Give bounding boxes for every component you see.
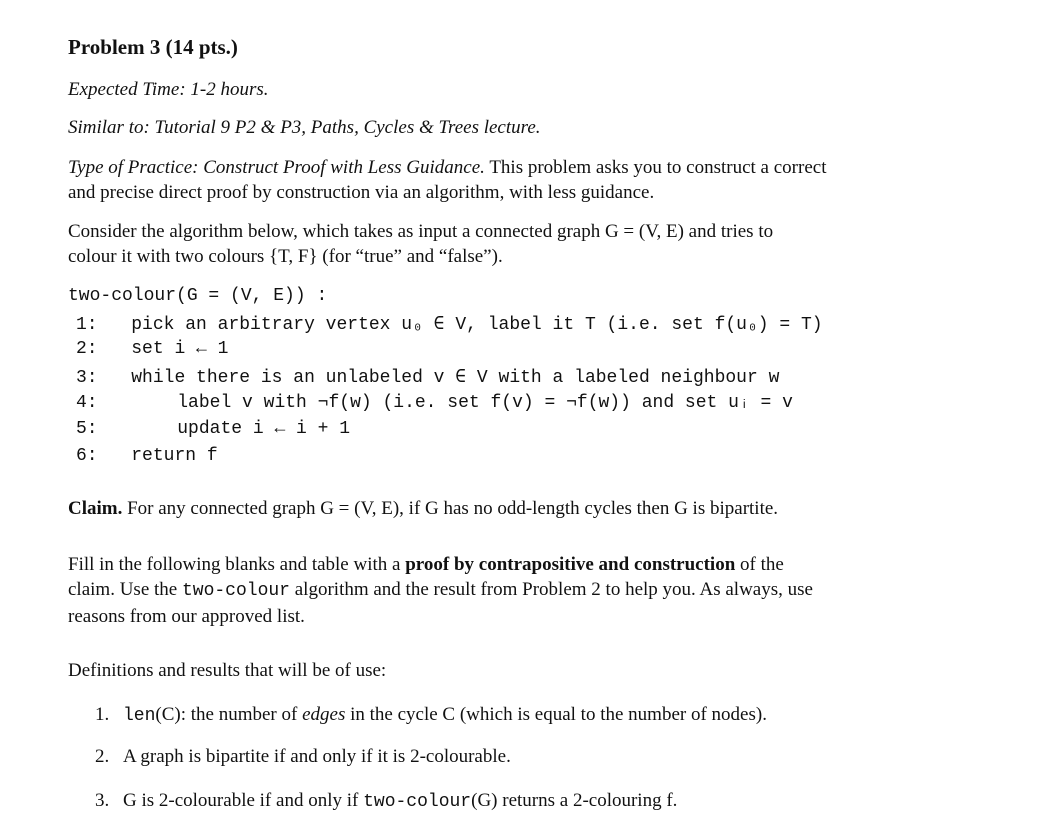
algorithm-line xyxy=(76,313,823,335)
algorithm-line xyxy=(76,339,228,359)
algorithm-line xyxy=(76,446,218,466)
item-number: 1. xyxy=(95,704,110,725)
item-code: len xyxy=(123,706,156,726)
line-number: 5: xyxy=(76,419,98,439)
algorithm-line xyxy=(76,366,779,388)
line-text: set i ← 1 xyxy=(131,339,229,359)
item-number: 2. xyxy=(95,746,110,767)
line-number: 2: xyxy=(76,339,98,359)
claim xyxy=(68,498,778,520)
instructions-code: two-colour xyxy=(181,581,290,601)
algorithm-header: two-colour(G = (V, E)) : xyxy=(68,286,328,306)
definition-item xyxy=(95,746,511,768)
line-text: while there is an unlabeled v ∈ V with a labeled neighbour w xyxy=(131,368,780,388)
line-text: label v with ¬f(w) (i.e. set f(v) = ¬f(w)) and set uᵢ = v xyxy=(177,393,793,413)
algorithm-line xyxy=(76,393,793,413)
line-number: 1: xyxy=(76,315,98,335)
instructions-paragraph xyxy=(68,552,998,629)
item-emphasis: edges xyxy=(302,704,346,725)
line-number: 6: xyxy=(76,446,98,466)
claim-label: Claim. xyxy=(68,498,123,519)
instructions-text: algorithm and the result from Problem 2 to help you. As always, use xyxy=(290,579,813,600)
expected-time: Expected Time: 1-2 hours. xyxy=(68,79,269,100)
definitions-heading: Definitions and results that will be of use: xyxy=(68,660,387,681)
item-number: 3. xyxy=(95,790,110,811)
definition-item xyxy=(95,790,677,812)
instructions-text: of the xyxy=(735,554,784,575)
item-code: two-colour xyxy=(363,792,472,812)
instructions-text: Fill in the following blanks and table with a xyxy=(68,554,406,575)
item-text: (G) returns a 2-colouring f. xyxy=(471,790,678,811)
practice-type-label: Type of Practice: Construct Proof with Less Guidance. xyxy=(68,157,485,178)
intro-paragraph xyxy=(68,219,998,269)
claim-text: For any connected graph G = (V, E), if G has no odd-length cycles then G is bipartite. xyxy=(122,498,779,519)
practice-desc-1: This problem asks you to construct a correct xyxy=(484,157,827,178)
practice-type-paragraph xyxy=(68,155,998,205)
intro-line-2: colour it with two colours {T, F} (for “true” and “false”). xyxy=(68,246,503,267)
instructions-emphasis: proof by contrapositive and construction xyxy=(405,554,736,575)
practice-desc-2: and precise direct proof by construction via an algorithm, with less guidance. xyxy=(68,182,655,203)
algorithm-line xyxy=(76,419,350,439)
line-number: 3: xyxy=(76,368,98,388)
problem-title: Problem 3 (14 pts.) xyxy=(68,35,238,59)
similar-to: Similar to: Tutorial 9 P2 & P3, Paths, Cycles & Trees lecture. xyxy=(68,117,541,138)
line-text: pick an arbitrary vertex u₀ ∈ V, label it T (i.e. set f(u₀) = T) xyxy=(131,315,823,335)
item-text: A graph is bipartite if and only if it is 2-colourable. xyxy=(123,746,511,767)
line-text: update i ← i + 1 xyxy=(177,419,351,439)
instructions-text: reasons from our approved list. xyxy=(68,606,305,627)
item-text: G is 2-colourable if and only if xyxy=(123,790,364,811)
instructions-text: claim. Use the xyxy=(68,579,182,600)
item-text: in the cycle C (which is equal to the number of nodes). xyxy=(345,704,767,725)
item-text: (C): the number of xyxy=(155,704,303,725)
intro-line-1: Consider the algorithm below, which takes as input a connected graph G = (V, E) and tries to xyxy=(68,221,774,242)
definition-item xyxy=(95,704,767,726)
line-text: return f xyxy=(131,446,218,466)
line-number: 4: xyxy=(76,393,98,413)
